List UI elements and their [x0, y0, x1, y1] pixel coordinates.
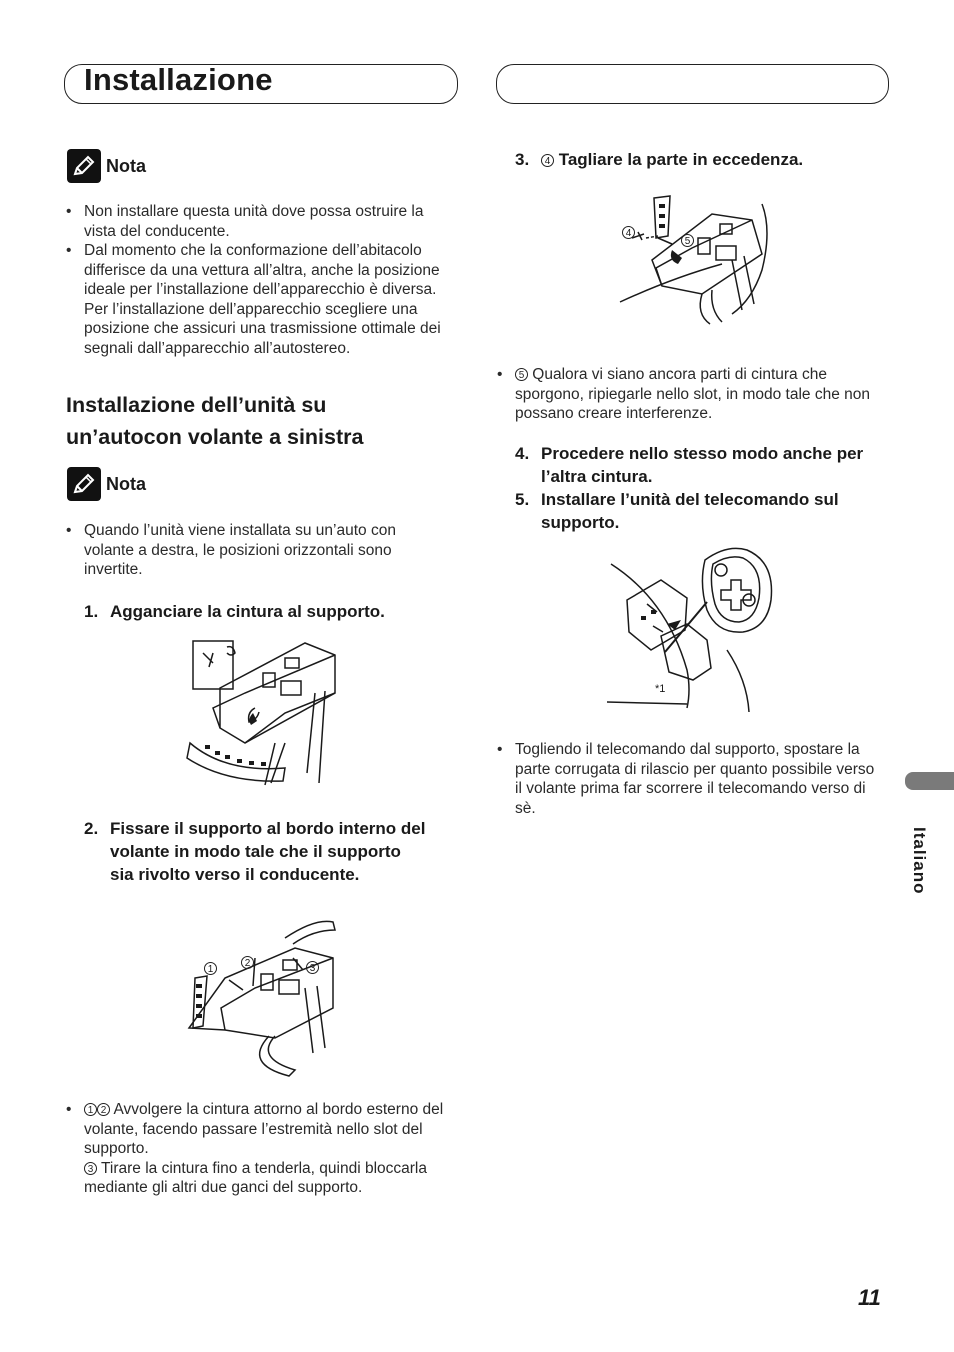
section-title: Installazione dell’unità su un’autocon volante a sinistra [66, 393, 364, 449]
pencil-note-icon [67, 149, 101, 183]
step-2-bullets [66, 1100, 456, 1198]
step-1: 1. Agganciare la cintura al supporto. [84, 602, 385, 621]
language-tab [905, 772, 954, 790]
callout-5: 5 [681, 234, 694, 247]
nota-label: Nota [106, 473, 146, 494]
language-label: Italiano [910, 827, 929, 895]
page-title: Installazione [84, 62, 273, 97]
step-4: 4. Procedere nello stesso modo anche per l’altra cintura. [515, 444, 864, 486]
list-item: • Non installare questa unità dove possa ostruire la vista del conducente. [66, 202, 456, 241]
callout-2: 2 [241, 956, 254, 969]
callout-4: 4 [622, 226, 635, 239]
footnote-marker: *1 [655, 683, 666, 695]
step-3-bullets [497, 365, 882, 424]
list-item: • 5 Qualora vi siano ancora parti di cintura che sporgono, ripiegarle nello slot, in modo tale che non possano creare interferenze. [497, 365, 882, 424]
callout-3: 3 [306, 961, 319, 974]
nota-2-bullets [66, 521, 446, 580]
step-5: 5. Installare l’unità del telecomando sul supporto. [515, 490, 839, 532]
list-item: • Dal momento che la conformazione dell’abitacolo differisce da una vettura all’altra, anche la posizione ideale per l’installazione dell’apparecchio è diversa. Per l’installazione dell’apparecchio scegliere una posizione che assicuri una trasmissione ottimale dei segnali dall’apparecchio all’autostereo. [66, 241, 456, 358]
list-item: • Quando l’unità viene installata su un’auto con volante a destra, le posizioni orizzontali sono invertite. [66, 521, 446, 580]
header-right-box [496, 64, 889, 104]
pencil-note-icon [67, 467, 101, 501]
step-2: 2. Fissare il supporto al bordo interno del volante in modo tale che il supporto sia rivolto verso il conducente. [84, 819, 426, 884]
illustration-cut-excess [612, 190, 777, 330]
illustration-mount-on-wheel [185, 918, 345, 1078]
nota-1 [67, 149, 146, 183]
step-3: 3. 4 Tagliare la parte in eccedenza. [515, 150, 804, 169]
list-item: • 1 2 Avvolgere la cintura attorno al bordo esterno del volante, facendo passare l’estremità nello slot del supporto. 3 Tirare la cintura fino a tenderla, quindi bloccarla mediante gli altri due ganci del supporto. [66, 1100, 456, 1198]
nota-1-bullets [66, 202, 456, 358]
illustration-belt-hook [185, 633, 345, 793]
nota-label: Nota [106, 155, 146, 176]
nota-2 [67, 467, 146, 501]
illustration-remote-install [607, 540, 782, 715]
step-5-bullets [497, 740, 882, 818]
callout-1: 1 [204, 962, 217, 975]
page-number: 11 [858, 1285, 881, 1310]
list-item: • Togliendo il telecomando dal supporto, spostare la parte corrugata di rilascio per quanto possibile verso il volante prima far scorrere il telecomando verso di sè. [497, 740, 882, 818]
